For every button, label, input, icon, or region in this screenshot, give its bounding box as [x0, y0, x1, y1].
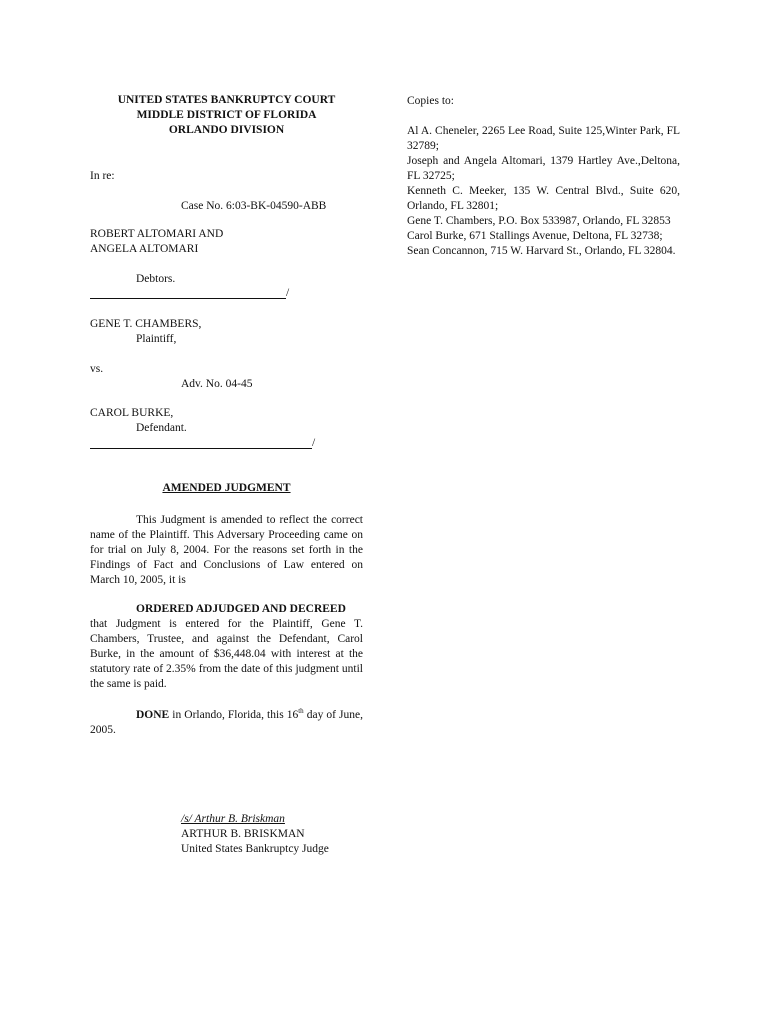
debtor-name-1: ROBERT ALTOMARI AND [90, 228, 224, 240]
ordered-body: that Judgment is entered for the Plaintiff, Gene T. Chambers, Trustee, and against the Defendant, Carol Burke, in the amount of $36,448.04 with interest at the statutory rate of 2.35% from the date of this judgment until the same is paid. [90, 618, 363, 690]
done-label: DONE [136, 709, 170, 721]
judgment-title: AMENDED JUDGMENT [162, 482, 291, 494]
plaintiff-name: GENE T. CHAMBERS, [90, 318, 202, 330]
copies-recipient: Al A. Cheneler, 2265 Lee Road, Suite 125,Winter Park, FL 32789; [407, 125, 680, 152]
defendant-name: CAROL BURKE, [90, 407, 174, 419]
versus-label: vs. [90, 363, 104, 375]
caption-rule-2 [90, 448, 312, 449]
copies-recipient: Joseph and Angela Altomari, 1379 Hartley Ave.,Deltona, FL 32725; [407, 155, 680, 182]
copies-recipient: Carol Burke, 671 Stallings Avenue, Deltona, FL 32738; [407, 230, 663, 242]
court-district: MIDDLE DISTRICT OF FLORIDA [136, 109, 317, 121]
copies-recipient: Gene T. Chambers, P.O. Box 533987, Orlando, FL 32853 [407, 215, 671, 227]
judge-title: United States Bankruptcy Judge [181, 843, 329, 855]
court-header [90, 93, 363, 138]
judge-name: ARTHUR B. BRISKMAN [181, 828, 305, 840]
judge-signature: /s/ Arthur B. Briskman [181, 813, 285, 825]
debtor-name-2: ANGELA ALTOMARI [90, 243, 199, 255]
done-text-b: day of June, 2005. [90, 709, 363, 736]
adversary-number: Adv. No. 04-45 [181, 378, 253, 390]
ordered-paragraph [90, 602, 363, 692]
caption-rule-1 [90, 298, 286, 299]
caption-rule-1-end: / [286, 287, 290, 299]
done-paragraph [90, 708, 363, 738]
copies-heading: Copies to: [407, 95, 454, 107]
copies-recipient: Sean Concannon, 715 W. Harvard St., Orlando, FL 32804. [407, 245, 676, 257]
done-ordinal-suffix: th [298, 707, 304, 716]
copies-recipient: Kenneth C. Meeker, 135 W. Central Blvd., Suite 620, Orlando, FL 32801; [407, 185, 680, 212]
debtors-label: Debtors. [136, 273, 176, 285]
caption-rule-2-end: / [312, 437, 316, 449]
ordered-heading: ORDERED ADJUDGED AND DECREED [136, 603, 346, 615]
judgment-paragraph-1: This Judgment is amended to reflect the correct name of the Plaintiff. This Adversary Proceeding came on for trial on July 8, 2004. For the reasons set forth in the Findings of Fact and Conclusions of Law entered on March 10, 2005, it is [90, 514, 363, 586]
plaintiff-label: Plaintiff, [136, 333, 177, 345]
case-number: Case No. 6:03-BK-04590-ABB [181, 200, 327, 212]
in-re-label: In re: [90, 170, 115, 182]
defendant-label: Defendant. [136, 422, 187, 434]
done-text-a: in Orlando, Florida, this 16 [169, 709, 299, 721]
court-division: ORLANDO DIVISION [168, 124, 285, 136]
court-name: UNITED STATES BANKRUPTCY COURT [117, 94, 336, 106]
copies-list [407, 124, 680, 259]
